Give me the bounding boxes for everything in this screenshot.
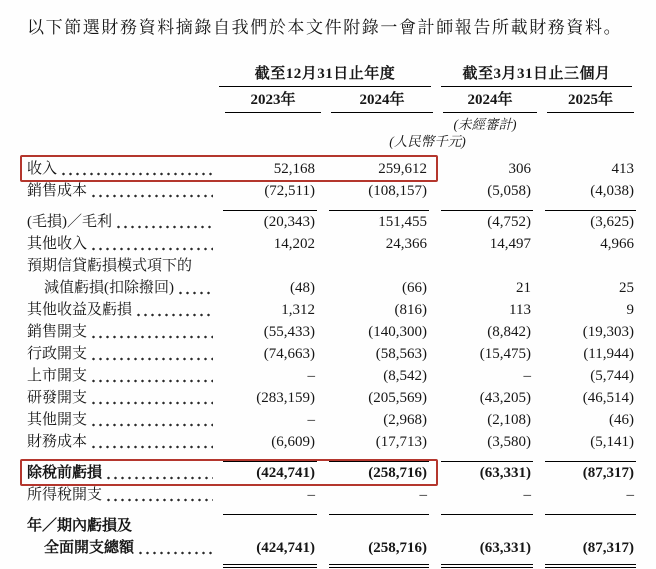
table-row [27,365,640,387]
cell-value: (63,331) [479,540,531,556]
row-label-text: 除稅前虧損 [27,465,103,481]
row-label-text: 其他開支 [27,412,88,428]
dot-leader [137,313,213,317]
cell-value: (816) [394,302,427,318]
cell-value: (74,663) [263,346,315,362]
table-row [27,343,640,365]
cell-value: (11,944) [583,346,634,362]
dot-leader [92,379,213,383]
cell-value: 259,612 [378,161,427,177]
cell-value: (20,343) [263,214,315,230]
row-label [27,211,215,233]
cell-value: 413 [611,161,634,177]
col-group-annual: 截至12月31日止年度 [219,62,431,87]
dot-leader [62,172,213,176]
cell-value: (72,511) [264,183,315,199]
intro-text: 以下節選財務資料摘錄自我們於本文件附錄一會計師報告所載財務資料。 [27,18,623,37]
cell-value: (63,331) [479,465,531,481]
row-label-text: 銷售開支 [27,324,88,340]
single-rule-row [27,202,640,211]
row-label-text: 年／期內虧損及 [27,518,133,534]
cell-value: (17,713) [375,434,427,450]
table-row [27,409,640,431]
dot-leader [117,225,213,229]
row-label [27,233,215,255]
cell-value: 24,366 [385,236,427,252]
cell-value: (5,744) [590,368,634,384]
row-label [27,180,215,202]
dot-leader [92,357,213,361]
table-row [27,255,640,277]
currency-note-row [27,130,640,147]
table-row [27,321,640,343]
row-label-text: 研發開支 [27,390,88,406]
cell-value: – [307,412,315,428]
table-row [27,233,640,255]
cell-value: 306 [508,161,531,177]
dot-leader [92,194,213,198]
row-label [27,158,215,180]
row-label [27,387,215,409]
row-label [27,484,215,506]
financial-table [27,62,640,568]
dot-leader [107,498,213,502]
row-label [27,365,215,387]
cell-value: (258,716) [368,465,427,481]
cell-value: – [523,487,531,503]
row-label-text: 銷售成本 [27,183,88,199]
dot-leader [139,551,213,555]
col-header-q1-2024: 2024年 [443,88,537,113]
single-rule-row [27,453,640,462]
unaudited-note: (未經審計) [453,117,517,132]
table-body [27,158,640,568]
table-row [27,462,640,484]
single-rule-row [27,506,640,515]
cell-value: (140,300) [368,324,427,340]
column-rule [441,564,533,569]
row-label-text: (毛損)／毛利 [27,214,112,230]
col-group-quarter: 截至3月31日止三個月 [441,62,632,87]
cell-value: (108,157) [368,183,427,199]
row-label-text: 全面開支總額 [44,540,135,556]
dot-leader [92,247,213,251]
cell-value: 113 [509,302,531,318]
cell-value: (424,741) [256,540,315,556]
row-label [27,462,215,484]
dot-leader [92,335,213,339]
row-label-text: 行政開支 [27,346,88,362]
row-label [27,409,215,431]
table-row [27,537,640,559]
col-header-fy2023: 2023年 [225,88,321,113]
row-label-text: 上市開支 [27,368,88,384]
cell-value: (87,317) [582,465,634,481]
row-label [27,299,215,321]
dot-leader [92,401,213,405]
cell-value: (4,752) [487,214,531,230]
cell-value: (5,058) [487,183,531,199]
table-row [27,484,640,506]
table-row [27,277,640,299]
table-row [27,299,640,321]
col-header-q1-2025: 2025年 [547,88,634,113]
cell-value: – [419,487,427,503]
cell-value: (6,609) [271,434,315,450]
table-row [27,180,640,202]
currency-note: (人民幣千元) [389,134,466,149]
cell-value: (424,741) [256,465,315,481]
column-rule [545,564,636,569]
row-label-text: 收入 [27,161,58,177]
cell-value: (2,108) [487,412,531,428]
cell-value: (205,569) [368,390,427,406]
table-row [27,431,640,453]
cell-value: (66) [402,280,427,296]
unaudited-note-row [27,113,640,130]
row-label [27,431,215,453]
double-rule-row [27,559,640,568]
cell-value: – [626,487,634,503]
row-label [27,255,215,277]
cell-value: 151,455 [378,214,427,230]
column-group-header-row [27,62,640,86]
cell-value: 14,497 [489,236,531,252]
row-label-text: 其他收入 [27,236,88,252]
cell-value: (258,716) [368,540,427,556]
cell-value: (87,317) [582,540,634,556]
cell-value: 52,168 [273,161,315,177]
cell-value: 14,202 [273,236,315,252]
cell-value: (46) [609,412,634,428]
table-row [27,211,640,233]
row-label-text: 預期信貸虧損模式項下的 [27,258,193,274]
column-rule [329,564,429,569]
cell-value: 9 [626,302,634,318]
cell-value: (48) [290,280,315,296]
cell-value: (3,580) [487,434,531,450]
cell-value: – [307,487,315,503]
cell-value: (46,514) [582,390,634,406]
row-label [27,537,215,559]
row-label-text: 減值虧損(扣除撥回) [44,280,174,296]
cell-value: (2,968) [383,412,427,428]
cell-value: 25 [619,280,634,296]
year-header-row [27,86,640,113]
cell-value: (15,475) [479,346,531,362]
row-label [27,321,215,343]
cell-value: (8,542) [383,368,427,384]
cell-value: – [523,368,531,384]
dot-leader [92,445,213,449]
cell-value: 21 [516,280,531,296]
cell-value: (8,842) [487,324,531,340]
col-header-fy2024: 2024年 [331,88,433,113]
cell-value: (283,159) [256,390,315,406]
cell-value: 4,966 [600,236,634,252]
cell-value: – [307,368,315,384]
dot-leader [179,291,213,295]
cell-value: (3,625) [590,214,634,230]
table-row [27,515,640,537]
cell-value: (55,433) [263,324,315,340]
cell-value: (43,205) [479,390,531,406]
column-rule [223,564,317,569]
row-label [27,343,215,365]
row-label [27,515,215,537]
table-row [27,387,640,409]
cell-value: (4,038) [590,183,634,199]
table-row [27,158,640,180]
dot-leader [92,423,213,427]
cell-value: (5,141) [590,434,634,450]
row-label [27,277,215,299]
row-label-text: 所得稅開支 [27,487,103,503]
dot-leader [107,476,213,480]
cell-value: (19,303) [582,324,634,340]
cell-value: (58,563) [375,346,427,362]
row-label-text: 其他收益及虧損 [27,302,133,318]
row-label-text: 財務成本 [27,434,88,450]
cell-value: 1,312 [281,302,315,318]
